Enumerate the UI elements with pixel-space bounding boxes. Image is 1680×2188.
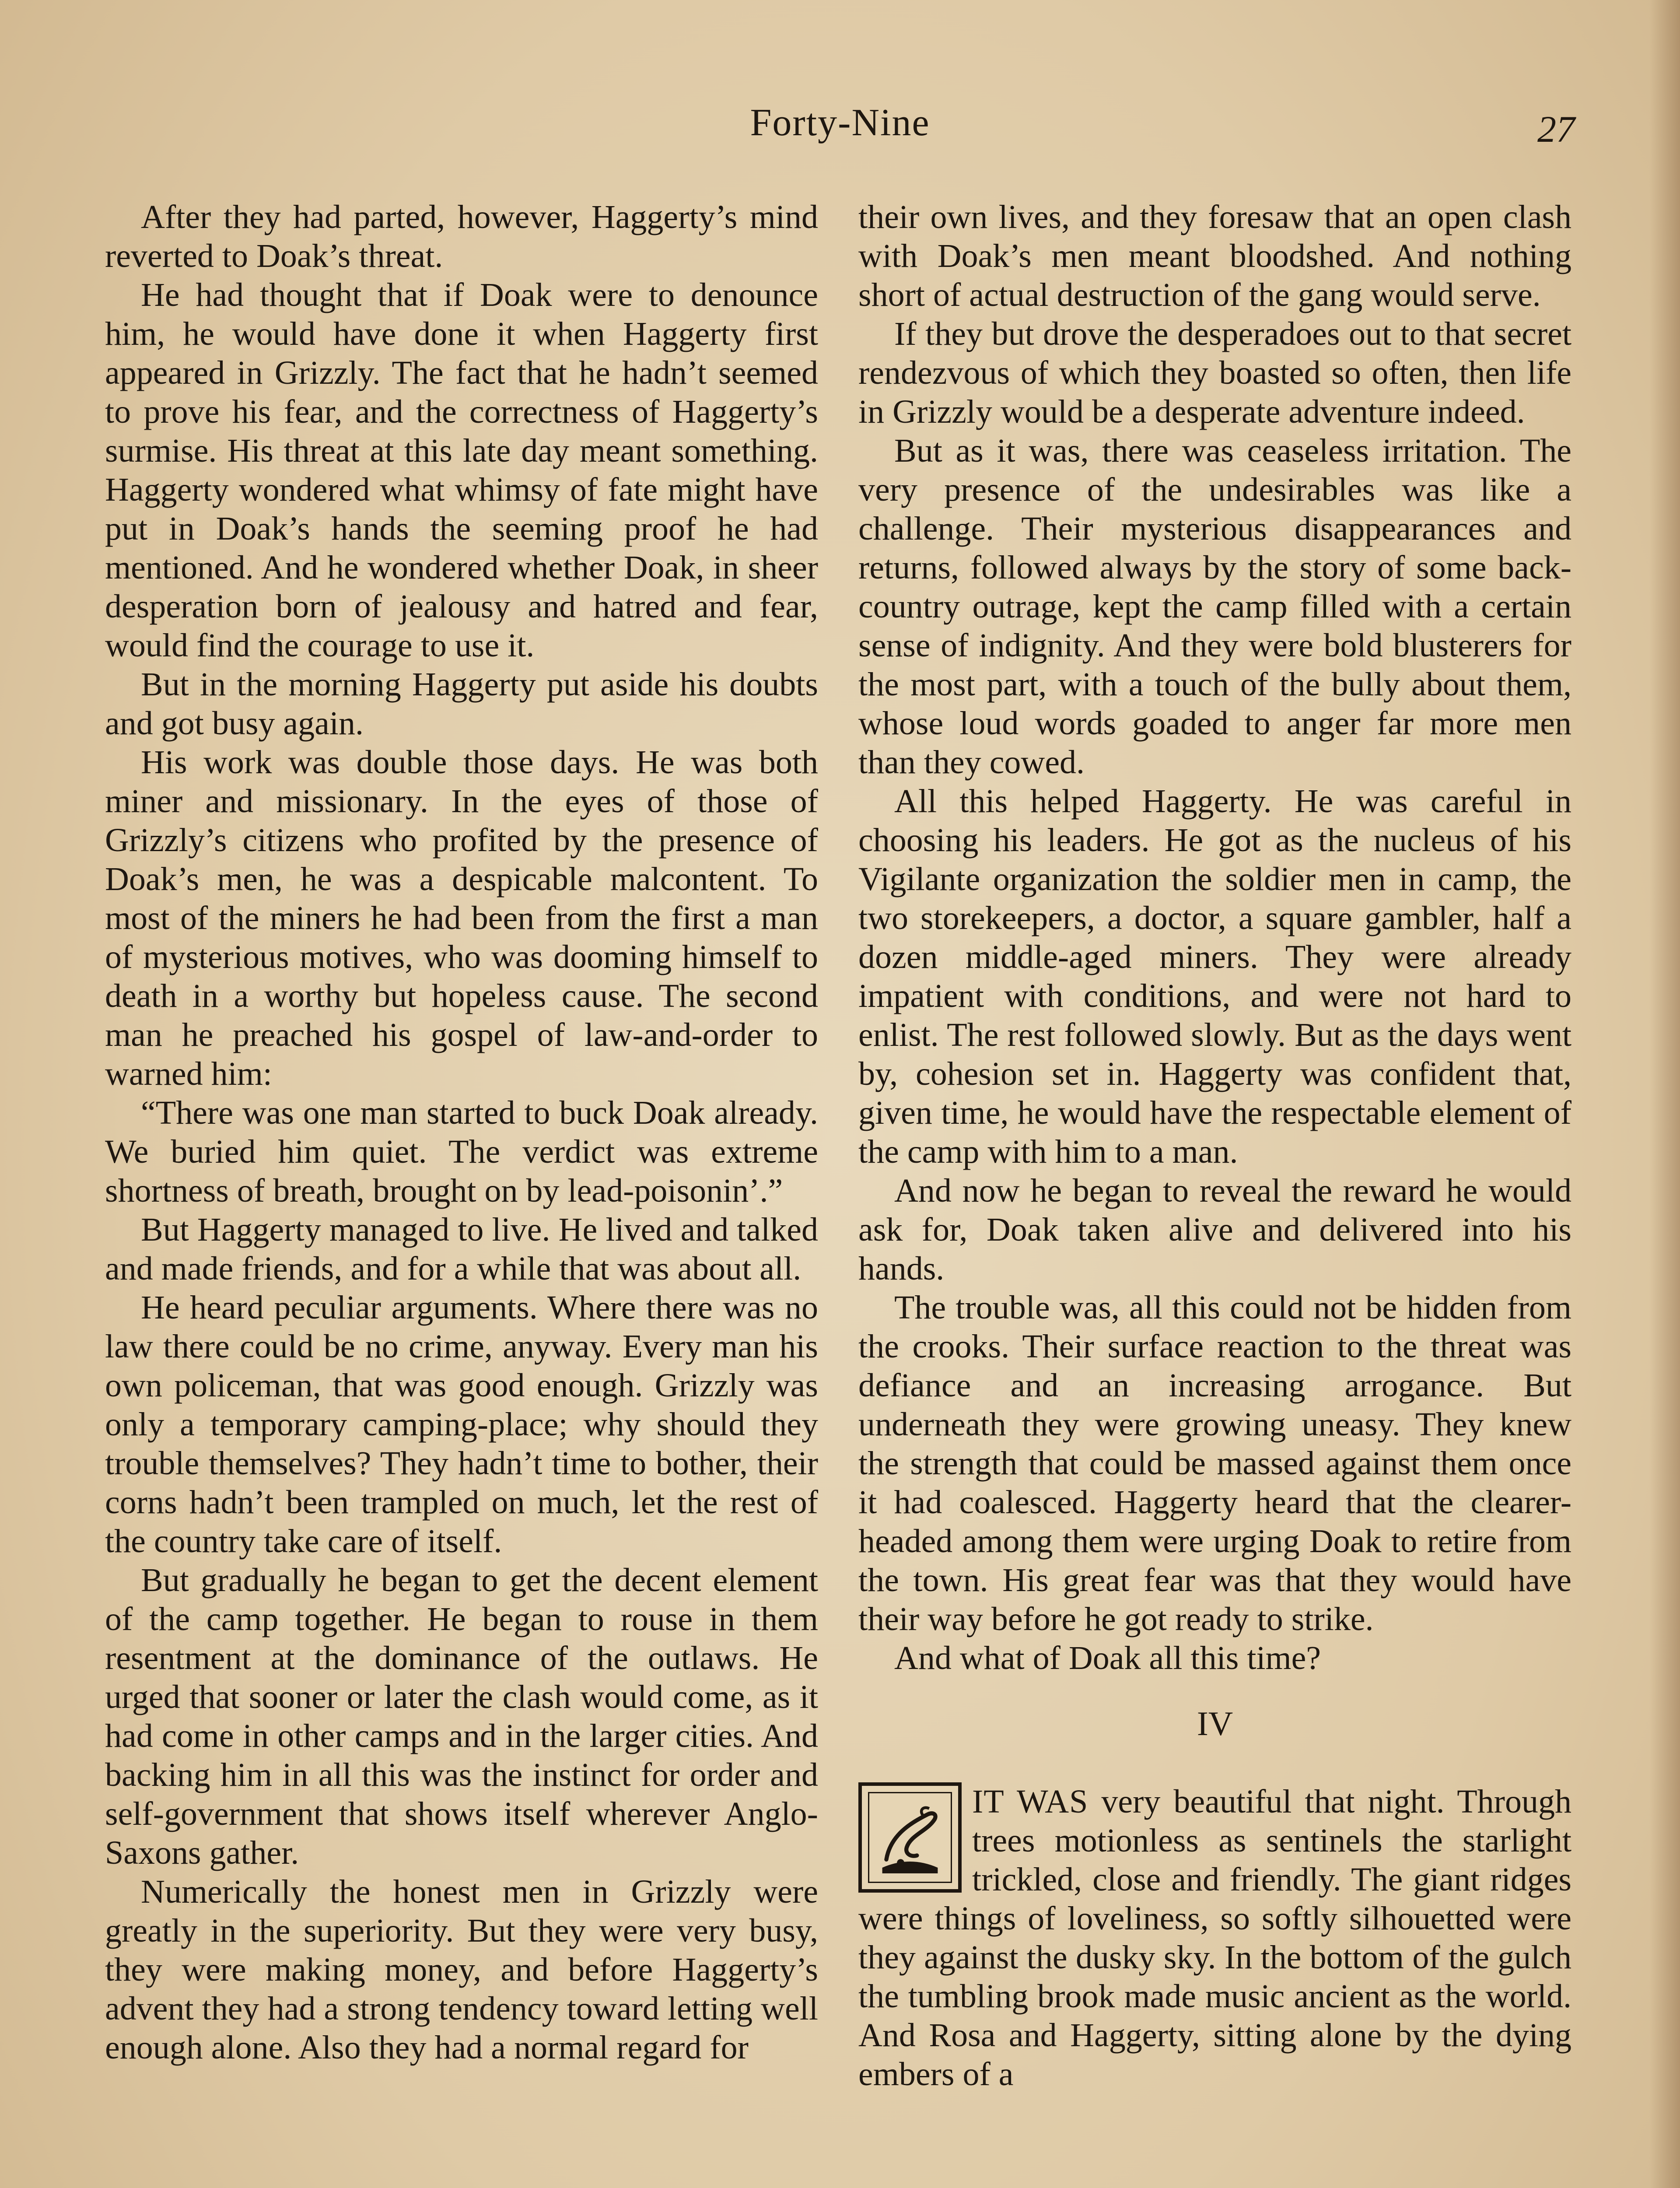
paragraph: But gradually he began to get the decent element of the camp together. He began to rouse in them resentment at the dominance of the outlaws. He urged that sooner or later the clash would come, as it had come in other camps and in the larger cities. And backing him in all this was the instinct for order and self-government that shows itself wherever Anglo-Saxons gather. [105, 1562, 818, 1871]
page-edge-shadow [1649, 0, 1680, 2188]
paragraph: But as it was, there was ceaseless irritation. The very presence of the undesirables was like a challenge. Their mysterious disappearances and returns, followed always by the story of some back-country outrage, kept the camp filled with a certain sense of indignity. And they were bold blusterers for the most part, with a touch of the bully about them, whose loud words goaded to anger far more men than they cowed. [858, 432, 1572, 781]
left-column [105, 198, 818, 2067]
section-number: IV [1197, 1704, 1233, 1743]
paragraph: And what of Doak all this time? [894, 1640, 1321, 1676]
paragraph: “There was one man started to buck Doak already. We buried him quiet. The verdict was extreme shortness of breath, brought on by lead-poisonin’.” [105, 1094, 818, 1209]
paragraph: His work was double those days. He was both miner and missionary. In the eyes of those of Grizzly’s citizens who profited by the presence of Doak’s men, he was a despicable malcontent. To most of the miners he had been from the first a man of mysterious motives, who was dooming himself to death in a worthy but hopeless cause. The second man he preached his gospel of law-and-order to warned him: [105, 744, 818, 1092]
paragraph-continuation: their own lives, and they foresaw that an open clash with Doak’s men meant bloodshed. And nothing short of actual destruction of the gang would serve. [858, 199, 1572, 313]
paragraph: But Haggerty managed to live. He lived and talked and made friends, and for a while that was about all. [105, 1211, 818, 1287]
paragraph: But in the morning Haggerty put aside his doubts and got busy again. [105, 666, 818, 742]
right-column [858, 198, 1572, 2094]
section-opening-caps: IT WAS [972, 1783, 1088, 1820]
section-opening-paragraph [858, 1782, 1572, 2094]
paragraph: He heard peculiar arguments. Where there was no law there could be no crime, anyway. Every man his own policeman, that was good enough. Grizzly was only a temporary camping-place; why should they trouble themselves? They hadn’t time to bother, their corns hadn’t been trampled on much, let the rest of the country take care of itself. [105, 1289, 818, 1560]
page-number: 27 [1537, 108, 1575, 150]
paragraph: He had thought that if Doak were to denounce him, he would have done it when Haggerty first appeared in Grizzly. The fact that he hadn’t seemed to prove his fear, and the correctness of Haggerty’s surmise. His threat at this late day meant something. Haggerty wondered what whimsy of fate might have put in Doak’s hands the seeming proof he had mentioned. And he wondered whether Doak, in sheer desperation born of jealousy and hatred and fear, would find the courage to use it. [105, 277, 818, 664]
ornamental-dropcap-icon [858, 1782, 962, 1893]
paragraph: All this helped Haggerty. He was careful in choosing his leaders. He got as the nucleus of his Vigilante organization the soldier men in camp, the two storekeepers, a doctor, a square gambler, half a dozen middle-aged miners. They were already impatient with conditions, and were not hard to enlist. The rest followed slowly. But as the days went by, cohesion set in. Haggerty was confident that, given time, he would have the respectable element of the camp with him to a man. [858, 783, 1572, 1170]
running-title: Forty-Nine [750, 102, 930, 144]
paragraph: Numerically the honest men in Grizzly were greatly in the superiority. But they were very busy, they were making money, and before Haggerty’s advent they had a strong tendency toward letting well enough alone. Also they had a normal regard for [105, 1873, 818, 2066]
paragraph: The trouble was, all this could not be hidden from the crooks. Their surface reaction to the threat was defiance and an increasing arrogance. But underneath they were growing uneasy. They knew the strength that could be massed against them once it had coalesced. Haggerty heard that the clearer-headed among them were urging Doak to retire from the town. His great fear was that they would have their way before he got ready to strike. [858, 1289, 1572, 1637]
paragraph: After they had parted, however, Haggerty’s mind reverted to Doak’s threat. [105, 199, 818, 274]
paragraph: If they but drove the desperadoes out to that secret rendezvous of which they boasted so often, then life in Grizzly would be a desperate adventure indeed. [858, 316, 1572, 430]
section-opening-text: very beautiful that night. Through trees motionless as sentinels the starlight trickled, close and friendly. The giant ridges were things of loveliness, so softly silhouetted were they against the dusky sky. In the bottom of the gulch the tumbling brook made music ancient as the world. And Rosa and Haggerty, sitting alone by the dying embers of a [858, 1783, 1572, 2093]
paragraph: And now he began to reveal the reward he would ask for, Doak taken alive and delivered into his hands. [858, 1172, 1572, 1287]
